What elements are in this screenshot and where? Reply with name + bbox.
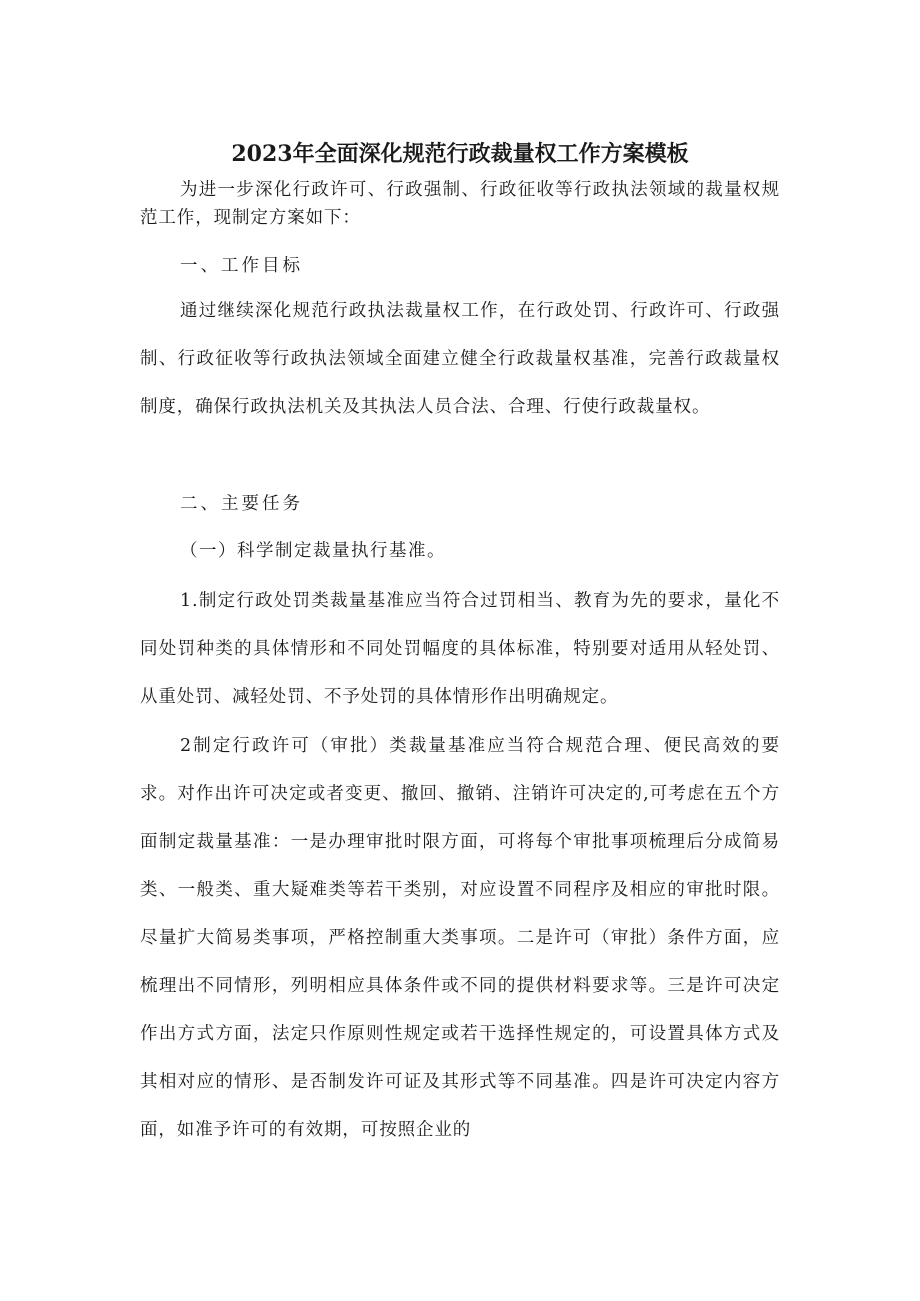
section-heading-goals: 一、工作目标 [180, 256, 303, 276]
task-item-2: 2制定行政许可（审批）类裁量基准应当符合规范合理、便民高效的要求。对作出许可决定或者变更、撤回、撤销、注销许可决定的,可考虑在五个方面制定裁量基准：一是办理审批时限方面，可将每个审批事项梳理后分成简易类、一般类、重大疑难类等若干类别，对应设置不同程序及相应的审批时限。尽量扩大简易类事项，严格控制重大类事项。二是许可（审批）条件方面，应梳理出不同情形，列明相应具体条件或不同的提供材料要求等。三是许可决定作出方式方面，法定只作原则性规定或若干选择性规定的，可设置具体方式及其相对应的情形、是否制发许可证及其形式等不同基准。四是许可决定内容方面，如准予许可的有效期，可按照企业的 [140, 736, 780, 1140]
task-item-1: 1.制定行政处罚类裁量基准应当符合过罚相当、教育为先的要求，量化不同处罚种类的具体情形和不同处罚幅度的具体标准，特别要对适用从轻处罚、从重处罚、减轻处罚、不予处罚的具体情形作出明确规定。 [140, 591, 780, 707]
goals-paragraph: 通过继续深化规范行政执法裁量权工作，在行政处罚、行政许可、行政强制、行政征收等行政执法领域全面建立健全行政裁量权基准，完善行政裁量权制度，确保行政执法机关及其执法人员合法、合理、行使行政裁量权。 [140, 301, 780, 417]
document-title: 2023年全面深化规范行政裁量权工作方案模板 [231, 140, 689, 167]
section-heading-tasks: 二、主要任务 [180, 494, 303, 514]
subsection-heading: （一）科学制定裁量执行基准。 [180, 541, 446, 561]
intro-paragraph: 为进一步深化行政许可、行政强制、行政征收等行政执法领域的裁量权规范工作，现制定方案如下： [140, 180, 780, 228]
